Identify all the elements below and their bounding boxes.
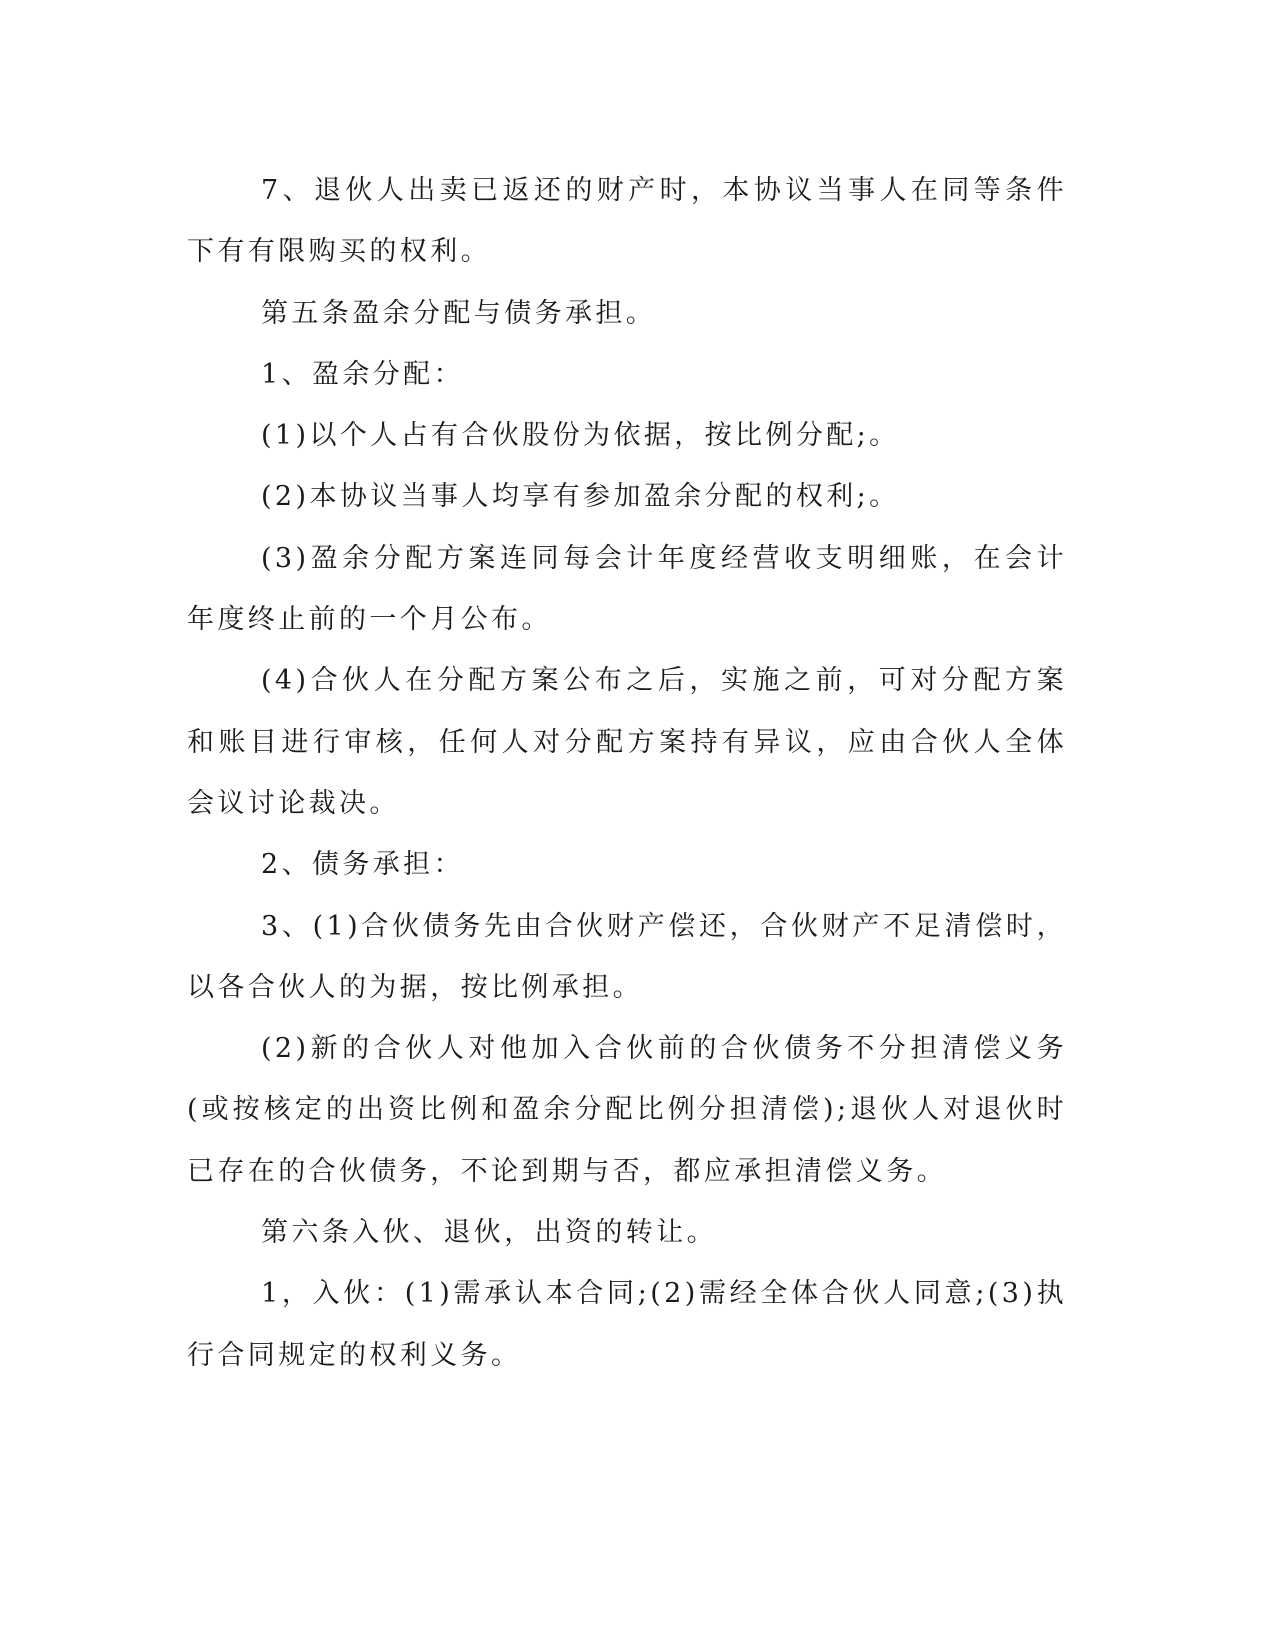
paragraph-debt-heading: 2、债务承担： bbox=[261, 849, 464, 881]
paragraph-debt-item-2: (2)新的合伙人对他加入合伙前的合伙债务不分担清偿义务(或按核定的出资比例和盈余分配比例分担清偿);退伙人对退伙时已存在的合伙债务，不论到期与否，都应承担清偿义务。 bbox=[187, 1033, 1067, 1187]
paragraph-withdrawal-purchase-right: 7、退伙人出卖已返还的财产时，本协议当事人在同等条件下有有限购买的权利。 bbox=[187, 175, 1067, 268]
paragraph-profit-item-4: (4)合伙人在分配方案公布之后，实施之前，可对分配方案和账目进行审核，任何人对分配方案持有异议，应由合伙人全体会议讨论裁决。 bbox=[187, 665, 1067, 819]
document-body bbox=[187, 160, 1067, 1386]
paragraph-profit-item-2: (2)本协议当事人均享有参加盈余分配的权利;。 bbox=[261, 481, 900, 513]
paragraph-debt-item-1: 3、(1)合伙债务先由合伙财产偿还，合伙财产不足清偿时，以各合伙人的为据，按比例承担。 bbox=[187, 910, 1067, 1003]
paragraph-joining-requirements: 1，入伙：(1)需承认本合同;(2)需经全体合伙人同意;(3)执行合同规定的权利义务。 bbox=[187, 1278, 1067, 1371]
paragraph-profit-distribution-heading: 1、盈余分配： bbox=[261, 358, 464, 390]
paragraph-article-six-heading: 第六条入伙、退伙，出资的转让。 bbox=[261, 1217, 717, 1249]
paragraph-article-five-heading: 第五条盈余分配与债务承担。 bbox=[261, 297, 657, 329]
paragraph-profit-item-1: (1)以个人占有合伙股份为依据，按比例分配;。 bbox=[261, 420, 900, 452]
paragraph-profit-item-3: (3)盈余分配方案连同每会计年度经营收支明细账，在会计年度终止前的一个月公布。 bbox=[187, 542, 1067, 636]
